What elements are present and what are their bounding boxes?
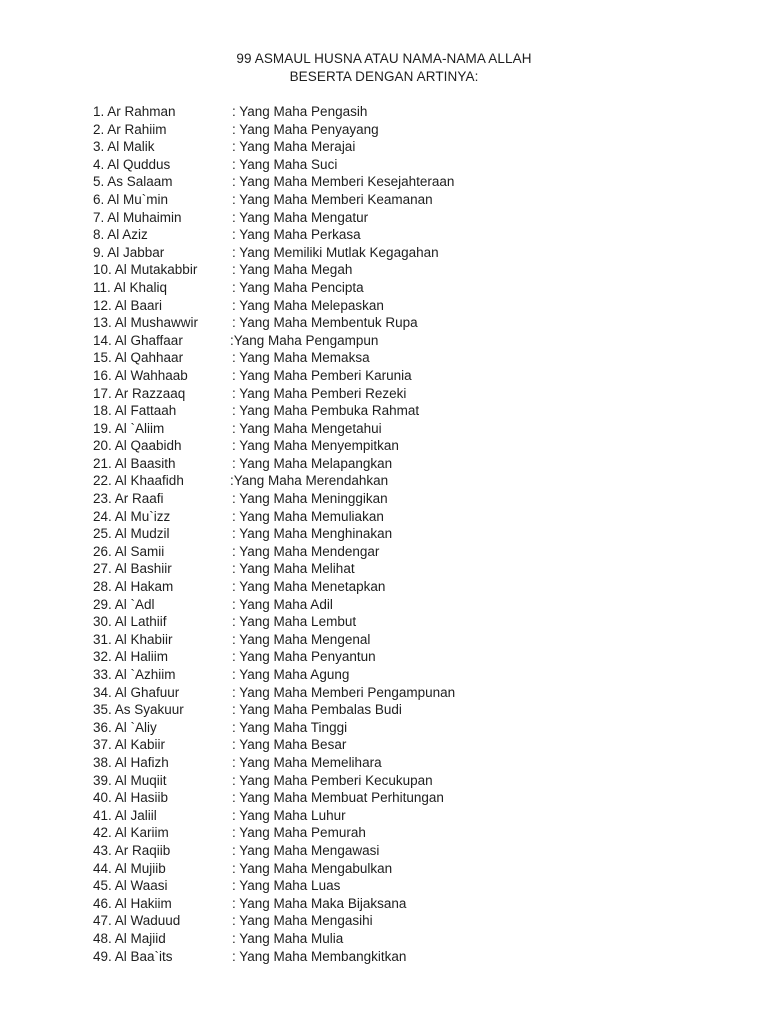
item-name: 41. Al Jaliil	[93, 807, 157, 823]
list-item	[93, 789, 693, 807]
item-meaning: : Yang Maha Memberi Pengampunan	[232, 684, 456, 700]
item-name: 27. Al Bashiir	[93, 561, 172, 577]
item-name: 37. Al Kabiir	[93, 737, 166, 753]
item-name: 15. Al Qahhaar	[93, 350, 184, 366]
list-item	[93, 807, 693, 825]
list-item	[93, 261, 693, 279]
item-meaning: : Yang Maha Pemurah	[232, 825, 366, 841]
item-meaning: : Yang Maha Luhur	[232, 807, 346, 823]
item-meaning: : Yang Maha Penyayang	[232, 121, 379, 137]
item-name: 32. Al Haliim	[93, 649, 169, 665]
item-name: 10. Al Mutakabbir	[93, 262, 198, 278]
item-name: 46. Al Hakiim	[93, 895, 172, 911]
list-item	[93, 297, 693, 315]
item-name: 44. Al Mujiib	[93, 860, 166, 876]
list-item	[93, 209, 693, 227]
item-meaning: : Yang Maha Agung	[232, 667, 350, 682]
item-meaning: : Yang Maha Memaksa	[232, 350, 370, 366]
item-meaning: : Yang Maha Besar	[232, 737, 347, 753]
item-name: 4. Al Quddus	[93, 156, 171, 172]
item-name: 16. Al Wahhaab	[93, 367, 188, 383]
list-item	[93, 631, 693, 649]
item-name: 28. Al Hakam	[93, 579, 174, 595]
item-meaning: : Yang Maha Melapangkan	[232, 455, 393, 471]
item-meaning: : Yang Maha Mendengar	[232, 543, 380, 559]
item-name: 14. Al Ghaffaar	[93, 332, 183, 348]
item-name: 31. Al Khabiir	[93, 631, 173, 647]
item-name: 21. Al Baasith	[93, 455, 176, 471]
item-meaning: : Yang Maha Membentuk Rupa	[232, 315, 418, 331]
item-meaning: : Yang Maha Mengawasi	[232, 842, 380, 858]
item-name: 5. As Salaam	[93, 174, 173, 190]
item-meaning: : Yang Maha Melepaskan	[232, 297, 384, 313]
item-meaning: : Yang Maha Megah	[232, 262, 353, 278]
list-item	[93, 666, 693, 684]
item-name: 3. Al Malik	[93, 139, 155, 155]
item-name: 23. Ar Raafi	[93, 491, 164, 507]
item-name: 30. Al Lathiif	[93, 614, 167, 630]
list-item	[93, 156, 693, 174]
item-meaning: : Yang Maha Perkasa	[232, 227, 361, 243]
item-name: 35. As Syakuur	[93, 702, 184, 718]
item-meaning: : Yang Maha Membuat Perhitungan	[232, 790, 444, 806]
list-item	[93, 472, 693, 490]
item-name: 34. Al Ghafuur	[93, 684, 180, 700]
item-meaning: : Yang Maha Melihat	[232, 561, 355, 577]
names-list	[93, 103, 693, 965]
list-item	[93, 560, 693, 578]
item-meaning: : Yang Maha Memberi Keamanan	[232, 191, 433, 207]
list-item	[93, 648, 693, 666]
item-name: 26. Al Samii	[93, 543, 165, 559]
item-meaning: : Yang Maha Pembuka Rahmat	[232, 403, 420, 419]
item-meaning: : Yang Maha Tinggi	[232, 719, 348, 735]
item-meaning: : Yang Maha Pencipta	[232, 279, 364, 295]
list-item	[93, 824, 693, 842]
item-name: 25. Al Mudzil	[93, 526, 170, 542]
item-name: 22. Al Khaafidh	[93, 473, 184, 489]
list-item	[93, 349, 693, 367]
list-item	[93, 367, 693, 385]
item-meaning: : Yang Maha Adil	[232, 596, 333, 612]
list-item	[93, 596, 693, 614]
item-meaning: : Yang Maha Pemberi Kecukupan	[232, 772, 433, 788]
title-line-2: BESERTA DENGAN ARTINYA:	[289, 68, 479, 84]
list-item	[93, 578, 693, 596]
item-name: 1. Ar Rahman	[93, 104, 176, 119]
item-meaning: : Yang Maha Lembut	[232, 614, 357, 630]
item-name: 24. Al Mu`izz	[93, 508, 171, 524]
list-item	[93, 912, 693, 930]
document-title	[0, 50, 768, 85]
item-name: 7. Al Muhaimin	[93, 209, 182, 225]
list-item	[93, 420, 693, 438]
list-item	[93, 525, 693, 543]
item-meaning: : Yang Memiliki Mutlak Kegagahan	[232, 244, 439, 260]
item-meaning: : Yang Maha Penyantun	[232, 649, 376, 665]
list-item	[93, 842, 693, 860]
title-line-1: 99 ASMAUL HUSNA ATAU NAMA-NAMA ALLAH	[236, 51, 532, 66]
list-item	[93, 455, 693, 473]
list-item	[93, 701, 693, 719]
item-meaning: : Yang Maha Mengenal	[232, 631, 371, 647]
item-name: 43. Ar Raqiib	[93, 842, 171, 858]
item-meaning: : Yang Maha Suci	[232, 156, 338, 172]
item-name: 8. Al Aziz	[93, 227, 148, 243]
list-item	[93, 736, 693, 754]
item-meaning: : Yang Maha Pemberi Rezeki	[232, 385, 407, 401]
list-item	[93, 279, 693, 297]
list-item	[93, 402, 693, 420]
item-meaning: : Yang Maha Menghinakan	[232, 526, 393, 542]
item-meaning: : Yang Maha Memberi Kesejahteraan	[232, 174, 455, 190]
list-item	[93, 490, 693, 508]
list-item	[93, 103, 693, 121]
item-meaning: : Yang Maha Mengabulkan	[232, 860, 393, 876]
item-name: 17. Ar Razzaaq	[93, 385, 186, 401]
list-item	[93, 948, 693, 966]
item-meaning: : Yang Maha Pembalas Budi	[232, 702, 402, 718]
list-item	[93, 772, 693, 790]
item-meaning: : Yang Maha Menetapkan	[232, 579, 386, 595]
item-name: 48. Al Majiid	[93, 930, 166, 946]
item-name: 45. Al Waasi	[93, 878, 168, 894]
item-meaning: : Yang Maha Mengatur	[232, 209, 369, 225]
item-name: 47. Al Waduud	[93, 913, 181, 929]
list-item	[93, 543, 693, 561]
item-name: 20. Al Qaabidh	[93, 438, 182, 454]
item-meaning: : Yang Maha Merajai	[232, 139, 356, 155]
list-item	[93, 332, 693, 350]
item-name: 18. Al Fattaah	[93, 403, 177, 419]
item-name: 13. Al Mushawwir	[93, 315, 199, 331]
item-name: 12. Al Baari	[93, 297, 163, 313]
item-meaning: : Yang Maha Mengasihi	[232, 913, 373, 929]
item-name: 49. Al Baa`its	[93, 948, 173, 964]
item-name: 38. Al Hafizh	[93, 754, 169, 770]
item-name: 33. Al `Azhiim	[93, 667, 176, 682]
item-meaning: : Yang Maha Mengetahui	[232, 420, 382, 436]
item-meaning: :Yang Maha Pengampun	[230, 332, 379, 348]
list-item	[93, 719, 693, 737]
item-meaning: :Yang Maha Merendahkan	[230, 473, 389, 489]
item-meaning: : Yang Maha Membangkitkan	[232, 948, 407, 964]
list-item	[93, 226, 693, 244]
item-meaning: : Yang Maha Pengasih	[232, 104, 368, 119]
item-name: 36. Al `Aliy	[93, 719, 157, 735]
list-item	[93, 437, 693, 455]
item-meaning: : Yang Maha Luas	[232, 878, 341, 894]
item-name: 6. Al Mu`min	[93, 191, 169, 207]
list-item	[93, 385, 693, 403]
item-meaning: : Yang Maha Memuliakan	[232, 508, 384, 524]
list-item	[93, 121, 693, 139]
item-meaning: : Yang Maha Maka Bijaksana	[232, 895, 407, 911]
list-item	[93, 613, 693, 631]
item-meaning: : Yang Maha Pemberi Karunia	[232, 367, 412, 383]
list-item	[93, 877, 693, 895]
list-item	[93, 191, 693, 209]
list-item	[93, 244, 693, 262]
list-item	[93, 895, 693, 913]
item-name: 19. Al `Aliim	[93, 420, 165, 436]
item-meaning: : Yang Maha Meninggikan	[232, 491, 388, 507]
item-meaning: : Yang Maha Memelihara	[232, 754, 382, 770]
list-item	[93, 508, 693, 526]
list-item	[93, 173, 693, 191]
list-item	[93, 930, 693, 948]
item-name: 9. Al Jabbar	[93, 244, 165, 260]
item-name: 42. Al Kariim	[93, 825, 169, 841]
item-name: 40. Al Hasiib	[93, 790, 169, 806]
list-item	[93, 684, 693, 702]
list-item	[93, 754, 693, 772]
list-item	[93, 138, 693, 156]
list-item	[93, 860, 693, 878]
item-name: 29. Al `Adl	[93, 596, 155, 612]
item-name: 2. Ar Rahiim	[93, 121, 167, 137]
item-name: 11. Al Khaliq	[93, 279, 168, 295]
item-name: 39. Al Muqiit	[93, 772, 167, 788]
item-meaning: : Yang Maha Menyempitkan	[232, 438, 399, 454]
list-item	[93, 314, 693, 332]
item-meaning: : Yang Maha Mulia	[232, 930, 344, 946]
